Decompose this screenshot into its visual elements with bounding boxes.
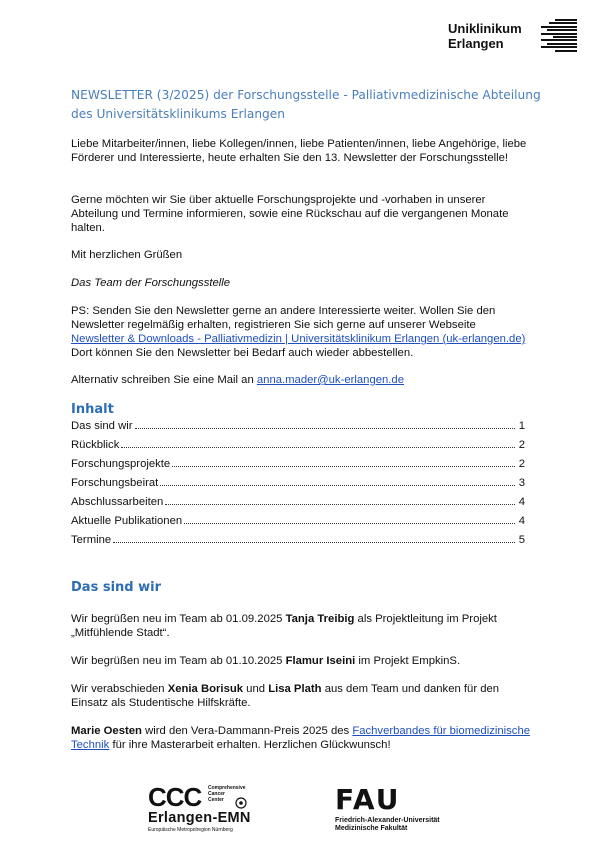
section-paragraph-2 — [71, 654, 531, 668]
toc-leader — [184, 523, 515, 524]
uniklinikum-logo-icon — [541, 19, 577, 54]
toc-item[interactable] — [71, 420, 525, 439]
section-paragraph-3 — [71, 682, 531, 710]
ps-after: Dort können Sie den Newsletter bei Bedarf auch wieder abbestellen. — [71, 347, 414, 359]
p2-text-end: im Projekt EmpkinS. — [355, 655, 461, 667]
toc-item[interactable] — [71, 534, 525, 553]
toc-page: 5 — [518, 534, 525, 546]
ccc-small-3: Center — [208, 797, 224, 803]
ccc-small-2: Cancer — [208, 791, 225, 797]
toc-item[interactable] — [71, 458, 525, 477]
ccc-logo-sub: Europäische Metropolregion Nürnberg — [148, 827, 233, 833]
fachverband-link[interactable]: Fachverbandes für biomedizinische Technik — [71, 725, 531, 751]
ccc-logo — [148, 782, 251, 833]
p4-text-end: für ihre Masterarbeit erhalten. Herzlichen Glückwunsch! — [109, 739, 391, 751]
toc-item[interactable] — [71, 477, 525, 496]
section-paragraph-4 — [71, 724, 531, 752]
mail-text: Alternativ schreiben Sie eine Mail an — [71, 374, 257, 386]
p1-text-end: als Projektleitung im Projekt „Mitfühlende Stadt“. — [71, 613, 497, 639]
newsletter-downloads-link[interactable]: Newsletter & Downloads - Palliativmedizin | Universitätsklinikum Erlangen (uk-erlangen.de) — [71, 333, 526, 345]
intro-p2: Gerne möchten wir Sie über aktuelle Forschungsprojekte und -vorhaben in unserer Abteilung und Termine informieren, sowie eine Rückschau auf die vergangenen Monate halten. — [71, 194, 509, 234]
toc-leader — [121, 447, 515, 448]
new-member-name: Tanja Treibig — [285, 613, 355, 625]
signature: Das Team der Forschungsstelle — [71, 277, 231, 289]
ps-paragraph — [71, 304, 531, 360]
fau-logo-mark: FAU — [335, 783, 401, 816]
toc-item[interactable] — [71, 496, 525, 515]
fau-logo-sub1: Friedrich-Alexander-Universität — [335, 817, 440, 824]
toc-page: 4 — [518, 496, 525, 508]
toc-item[interactable] — [71, 439, 525, 458]
intro-paragraph-2 — [71, 193, 531, 235]
toc-item[interactable] — [71, 515, 525, 534]
toc-label: Forschungsbeirat — [71, 477, 159, 489]
leaving-member-name: Xenia Borisuk — [167, 683, 244, 695]
section-heading: Das sind wir — [71, 580, 161, 595]
ccc-logo-emn: Erlangen-EMN — [148, 810, 251, 826]
greeting: Mit herzlichen Grüßen — [71, 249, 183, 261]
ps-text: PS: Senden Sie den Newsletter gerne an andere Interessierte weiter. Wollen Sie den Newsletter regelmäßig erhalten, registrieren Sie sich gerne auf unserer Webseite — [71, 305, 496, 331]
toc-page: 2 — [518, 439, 525, 451]
leaving-member-name: Lisa Plath — [268, 683, 322, 695]
toc-label: Das sind wir — [71, 420, 133, 432]
p3-text: Wir verabschieden — [71, 683, 168, 695]
toc-leader — [172, 466, 515, 467]
p4-text: wird den Vera-Dammann-Preis 2025 des — [141, 725, 353, 737]
new-member-name: Flamur Iseini — [285, 655, 356, 667]
newsletter-title: NEWSLETTER (3/2025) der Forschungsstelle - Palliativmedizinische Abteilung des Universitätsklinikums Erlangen — [71, 88, 541, 121]
email-link[interactable]: anna.mader@uk-erlangen.de — [256, 374, 404, 386]
toc-label: Termine — [71, 534, 112, 546]
toc-page: 4 — [518, 515, 525, 527]
uniklinikum-logo-text — [448, 21, 522, 51]
p1-text: Wir begrüßen neu im Team ab 01.09.2025 — [71, 613, 286, 625]
p3-and: und — [243, 683, 269, 695]
toc-leader — [135, 428, 515, 429]
ccc-small-1: Comprehensive — [208, 785, 246, 791]
toc-page: 1 — [518, 420, 525, 432]
table-of-contents — [71, 420, 525, 553]
toc-leader — [160, 485, 515, 486]
toc-page: 2 — [518, 458, 525, 470]
mail-paragraph — [71, 373, 531, 387]
toc-page: 3 — [518, 477, 525, 489]
toc-heading: Inhalt — [71, 402, 114, 417]
ccc-logo-mark: CCC — [148, 782, 202, 812]
p3-text-end: aus dem Team und danken für den Einsatz als Studentische Hilfskräfte. — [71, 683, 500, 709]
toc-leader — [113, 542, 515, 543]
toc-label: Aktuelle Publikationen — [71, 515, 183, 527]
fau-logo-sub2: Medizinische Fakultät — [335, 825, 408, 832]
toc-label: Abschlussarbeiten — [71, 496, 164, 508]
logo-line1: Uniklinikum — [448, 21, 522, 36]
intro-p1: Liebe Mitarbeiter/innen, liebe Kollegen/innen, liebe Patienten/innen, liebe Angehörige, liebe Förderer und Interessierte, heute erhalten Sie den 13. Newsletter der Forschungsstelle! — [71, 138, 527, 164]
section-paragraph-1 — [71, 612, 531, 640]
award-winner-name: Marie Oesten — [71, 725, 142, 737]
toc-leader — [165, 504, 515, 505]
intro-paragraph-1 — [71, 137, 531, 165]
logo-line2: Erlangen — [448, 36, 504, 51]
toc-label: Rückblick — [71, 439, 120, 451]
p2-text: Wir begrüßen neu im Team ab 01.10.2025 — [71, 655, 286, 667]
toc-label: Forschungsprojekte — [71, 458, 171, 470]
ccc-seal-icon — [235, 797, 247, 809]
fau-logo — [335, 785, 440, 833]
